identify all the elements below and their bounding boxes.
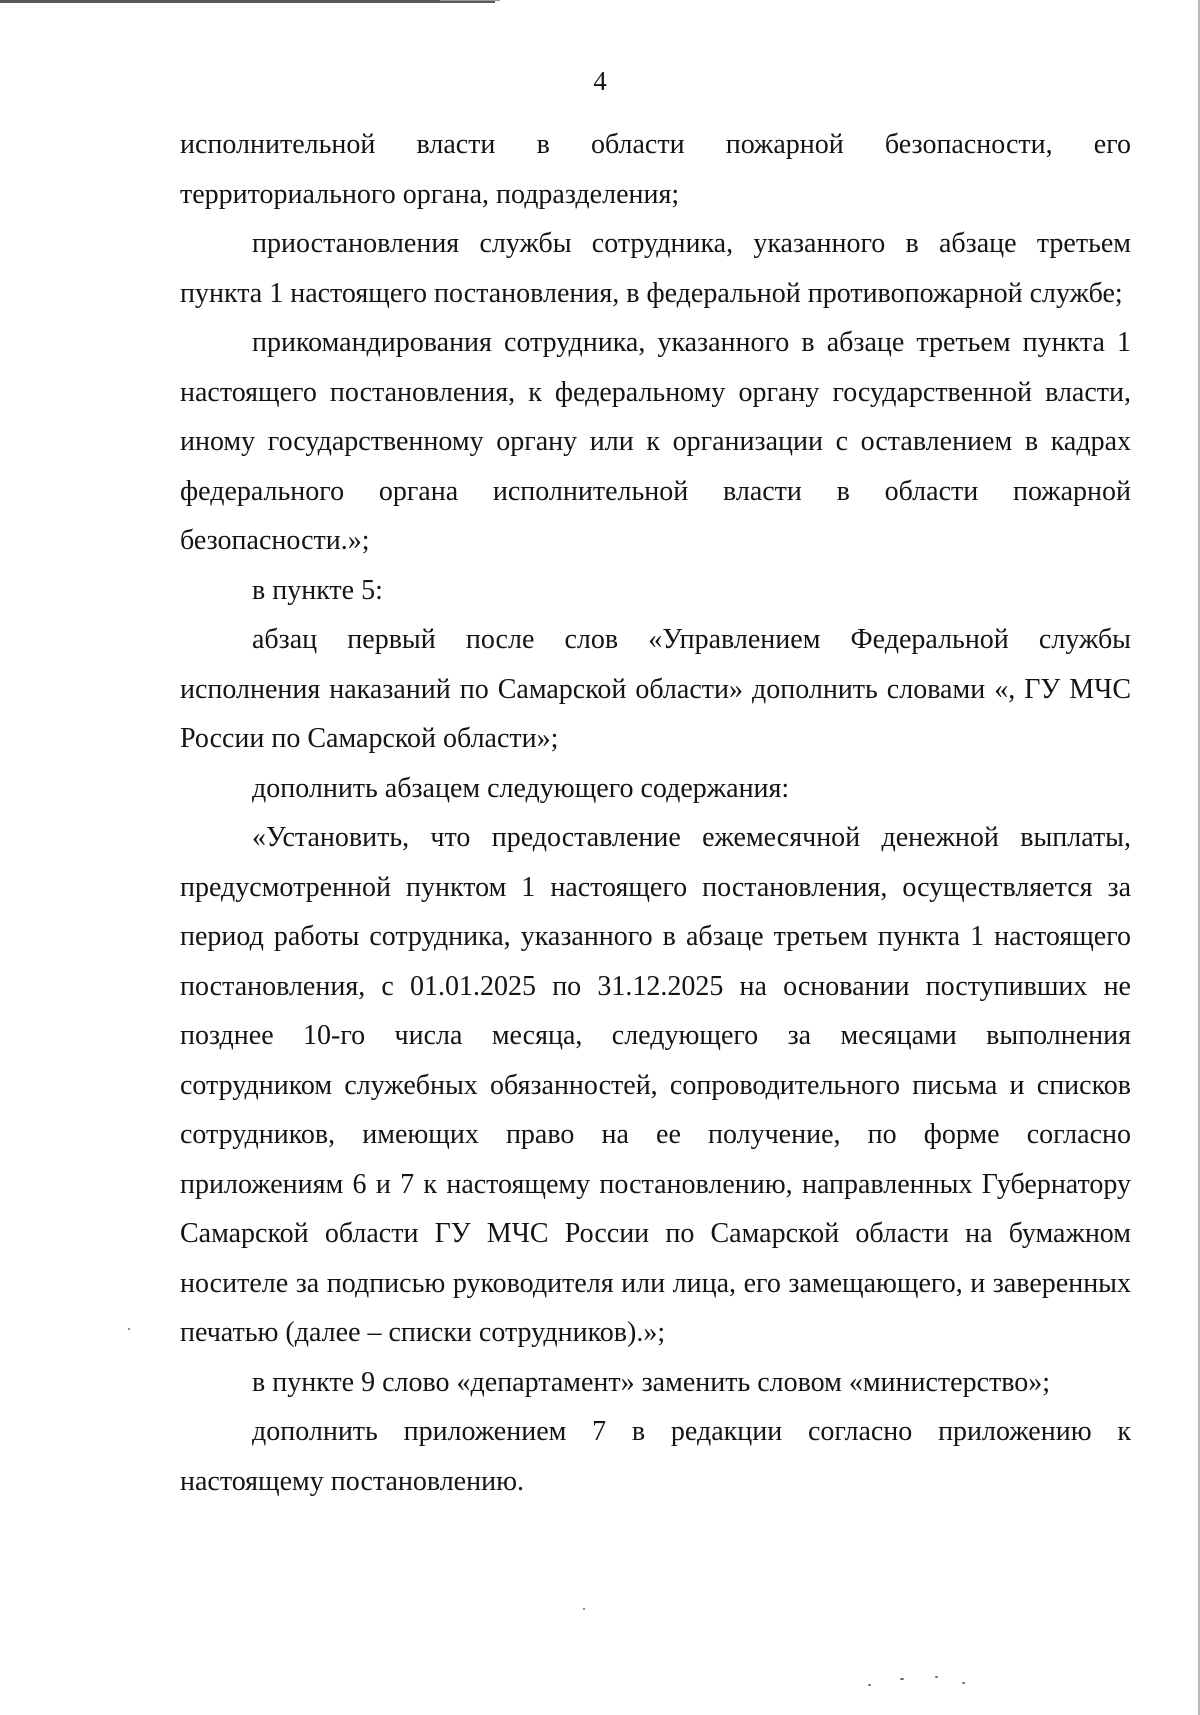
document-body [180,120,1131,1506]
page-number: 4 [593,66,607,96]
scan-speck [583,1608,585,1610]
paragraph-continuation: исполнительной власти в области пожарной безопасности, его территориального органа, подразделения; [180,129,1131,210]
paragraph-add-abzac: дополнить абзацем следующего содержания: [252,772,790,804]
paragraph-first-abzac: абзац первый после слов «Управлением Федеральной службы исполнения наказаний по Самарской области» дополнить словами «, ГУ МЧС России по Самарской области»; [180,624,1131,754]
paragraph-establish: «Установить, что предоставление ежемесячной денежной выплаты, предусмотренной пунктом 1 настоящего постановления, осуществляется за период работы сотрудника, указанного в абзаце третьем пункта 1 настоящего постановления, с 01.01.2025 по 31.12.2025 на основании поступивших не позднее 10-го числа месяца, следующего за месяцами выполнения сотрудником служебных обязанностей, сопроводительного письма и списков сотрудников, имеющих право на ее получение, по форме согласно приложениям 6 и 7 к настоящему постановлению, направленных Губернатору Самарской области ГУ МЧС России по Самарской области на бумажном носителе за подписью руководителя или лица, его замещающего, и заверенных печатью (далее – списки сотрудников).»; [180,822,1131,1348]
scan-edge-top [0,0,495,3]
scan-speck [962,1682,965,1684]
paragraph-point-5: в пункте 5: [252,574,383,606]
paragraph-add-appendix: дополнить приложением 7 в редакции согласно приложению к настоящему постановлению. [180,1416,1131,1497]
scan-edge-top-thin [440,0,500,1]
scan-speck [128,1328,130,1330]
paragraph-suspension: приостановления службы сотрудника, указанного в абзаце третьем пункта 1 настоящего постановления, в федеральной противопожарной службе; [180,228,1131,309]
paragraph-secondment: прикомандирования сотрудника, указанного в абзаце третьем пункта 1 настоящего постановления, к федеральному органу государственной власти, иному государственному органу или к организации с оставлением в кадрах федерального органа исполнительной власти в области пожарной безопасности.»; [180,327,1131,556]
paragraph-point-9: в пункте 9 слово «департамент» заменить словом «министерство»; [252,1366,1051,1398]
scan-speck [900,1678,904,1680]
scan-speck [868,1684,871,1686]
scan-speck [935,1676,938,1678]
